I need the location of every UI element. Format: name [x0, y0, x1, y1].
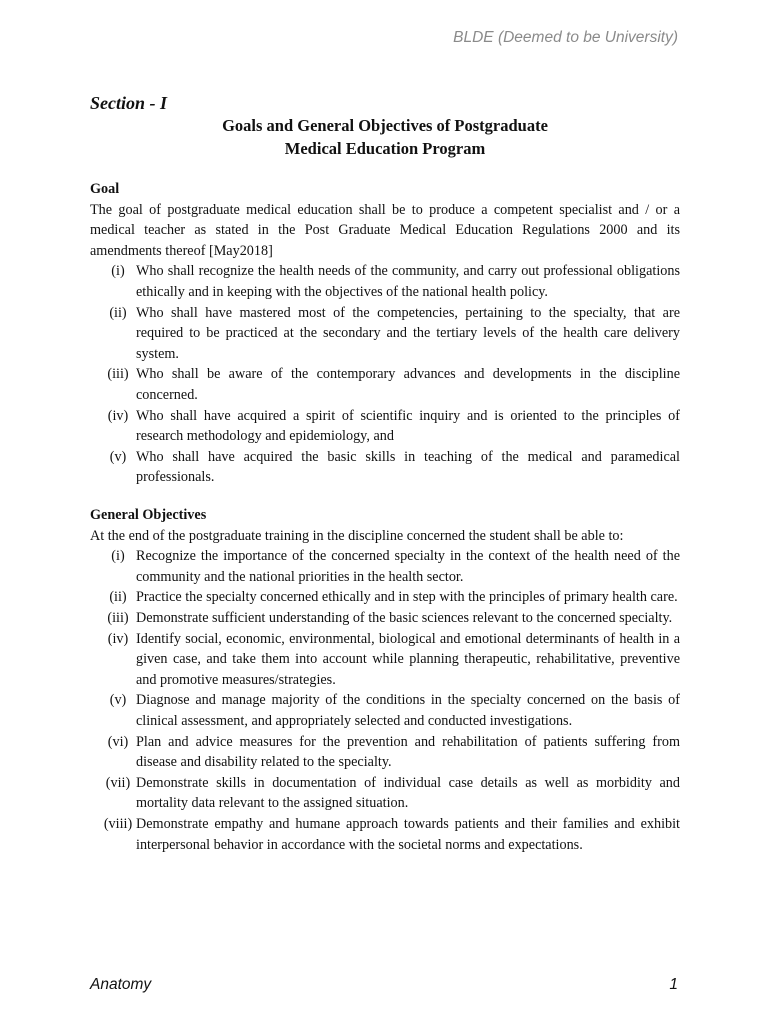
list-item-number: (iv) — [107, 407, 129, 424]
list-item-number: (iii) — [107, 366, 129, 383]
list-item — [90, 546, 680, 587]
list-item-number: (i) — [111, 548, 125, 565]
list-item-text: Identify social, economic, environmental, biological and emotional determinants of health in a given case, and take them into account while planning therapeutic, rehabilitative, preventive and promotive measures/strategies. — [136, 630, 680, 688]
list-item-text: Demonstrate sufficient understanding of the basic sciences relevant to the concerned specialty. — [136, 609, 673, 626]
list-item-text: Practice the specialty concerned ethically and in step with the principles of primary health care. — [136, 589, 678, 606]
list-item-number: (i) — [111, 263, 125, 280]
list-item — [90, 814, 680, 855]
list-item — [90, 303, 680, 365]
footer-subject: Anatomy — [90, 976, 152, 993]
list-item-number: (iii) — [107, 609, 129, 626]
list-item-number: (vi) — [107, 733, 129, 750]
list-item — [90, 608, 680, 629]
list-item-text: Recognize the importance of the concerned specialty in the context of the health need of the community and the national priorities in the health sector. — [136, 548, 680, 585]
list-item-text: Demonstrate empathy and humane approach towards patients and their families and exhibit interpersonal behavior in accordance with the societal norms and expectations. — [136, 815, 680, 853]
list-item — [90, 406, 680, 447]
page-number: 1 — [669, 976, 678, 993]
list-item-text: Who shall have mastered most of the competencies, pertaining to the specialty, that are required to be practiced at the secondary and the tertiary levels of the health care delivery system. — [136, 304, 680, 362]
goal-intro: The goal of postgraduate medical education shall be to produce a competent specialist and / or a medical teacher as stated in the Post Graduate Medical Education Regulations 2000 and its amendments thereof [May2018] — [90, 201, 680, 259]
objectives-heading: General Objectives — [90, 507, 207, 523]
list-item-text: Who shall have acquired a spirit of scientific inquiry and is oriented to the principles of research methodology and epidemiology, and — [136, 407, 680, 445]
list-item — [90, 690, 680, 731]
list-item-number: (viii) — [103, 815, 133, 832]
list-item-text: Who shall have acquired the basic skills in teaching of the medical and paramedical professionals. — [136, 448, 680, 486]
list-item-number: (ii) — [109, 589, 127, 606]
list-item-text: Diagnose and manage majority of the conditions in the specialty concerned on the basis of clinical assessment, and appropriately selected and conducted investigations. — [136, 692, 680, 729]
goal-heading: Goal — [90, 181, 120, 197]
list-item-text: Plan and advice measures for the prevention and rehabilitation of patients suffering from disease and disability related to the specialty. — [136, 733, 680, 771]
list-item-number: (iv) — [107, 630, 129, 647]
objectives-section — [90, 505, 680, 855]
page-title-line-1: Goals and General Objectives of Postgraduate — [222, 116, 548, 135]
running-header: BLDE (Deemed to be University) — [453, 29, 678, 46]
page-title-line-2: Medical Education Program — [284, 139, 486, 158]
list-item — [90, 364, 680, 405]
list-item — [90, 732, 680, 773]
goal-list — [90, 261, 680, 488]
list-item-text: Demonstrate skills in documentation of individual case details as well as morbidity and mortality data relevant to the assigned situation. — [136, 774, 680, 812]
list-item — [90, 773, 680, 814]
goal-section — [90, 179, 680, 488]
section-label: Section - I — [90, 93, 168, 113]
list-item-text: Who shall be aware of the contemporary advances and developments in the discipline concerned. — [136, 366, 680, 403]
objectives-list — [90, 546, 680, 855]
list-item-number: (v) — [109, 448, 127, 465]
list-item-text: Who shall recognize the health needs of the community, and carry out professional obligations ethically and in keeping with the objectives of the national health policy. — [136, 263, 680, 300]
list-item — [90, 261, 680, 302]
list-item-number: (ii) — [109, 304, 127, 321]
list-item-number: (v) — [109, 692, 127, 709]
list-item — [90, 629, 680, 691]
list-item-number: (vii) — [105, 774, 131, 791]
list-item — [90, 447, 680, 488]
list-item — [90, 587, 680, 608]
objectives-intro: At the end of the postgraduate training in the discipline concerned the student shall be able to: — [90, 527, 624, 544]
